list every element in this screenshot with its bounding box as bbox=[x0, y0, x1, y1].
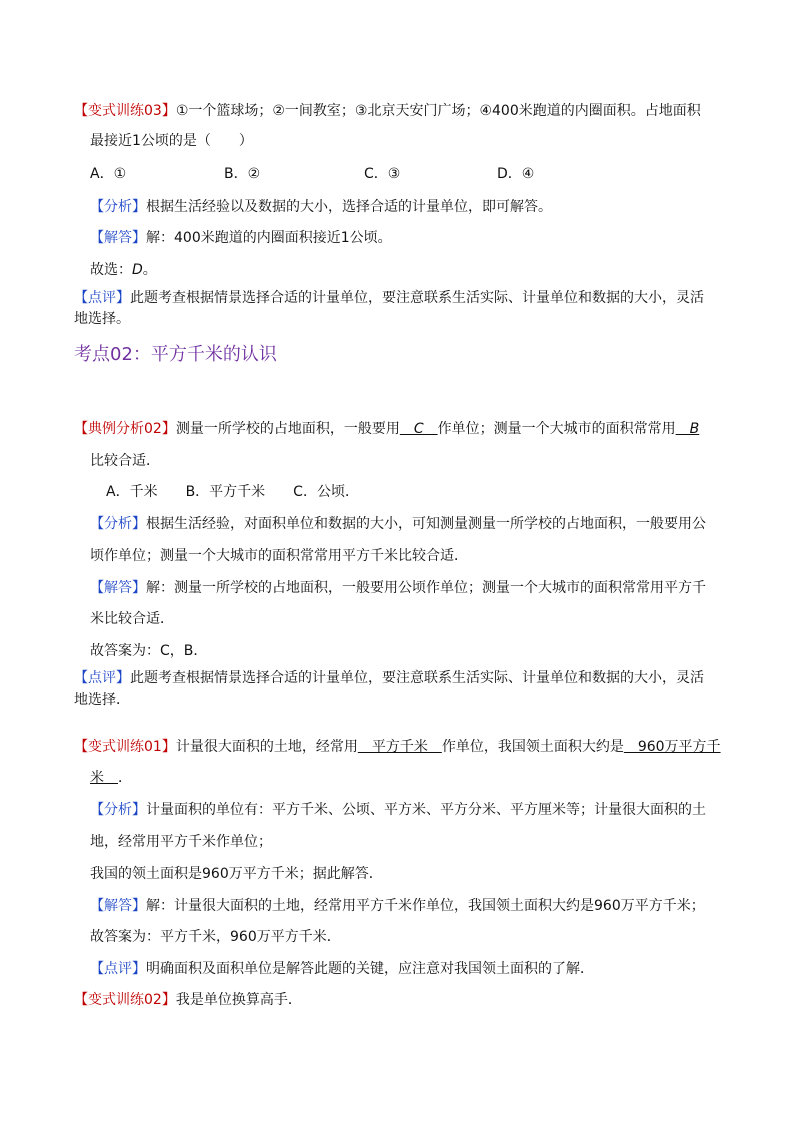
answer-blank-2: B bbox=[675, 421, 700, 437]
comment-tag: 【点评】 bbox=[74, 670, 130, 686]
variant03-answer bbox=[90, 228, 392, 248]
variant03-choice bbox=[90, 260, 157, 280]
example02-answer-line2: 米比较合适． bbox=[90, 611, 174, 627]
question-text-a: 计量很大面积的土地，经常用 bbox=[175, 739, 358, 755]
variant03-option-d: D．④ bbox=[497, 166, 535, 182]
section-title: 考点02：平方千米的认识 bbox=[74, 344, 277, 365]
analysis-text: 计量面积的单位有：平方千米、公顷、平方米、平方分米、平方厘米等；计量很大面积的土 bbox=[146, 802, 706, 818]
answer-blank-2-cont: 米 bbox=[90, 770, 118, 786]
answer-text: 解：400米跑道的内圈面积接近1公顷。 bbox=[146, 230, 392, 246]
variant03-tag: 【变式训练03】 bbox=[74, 103, 176, 119]
answer-text: 解：测量一所学校的占地面积，一般要用公顷作单位；测量一个大城市的面积常常用平方千 bbox=[146, 580, 706, 596]
answer-tag: 【解答】 bbox=[90, 898, 146, 914]
answer-blank-1: 平方千米 bbox=[357, 739, 442, 755]
question-end: ． bbox=[118, 770, 132, 786]
variant01-comment bbox=[90, 959, 594, 979]
example02-analysis-line2: 顷作单位；测量一个大城市的面积常常用平方千米比较合适． bbox=[90, 548, 468, 564]
comment-tag: 【点评】 bbox=[90, 961, 146, 977]
question-text-a: 测量一所学校的占地面积，一般要用 bbox=[175, 421, 400, 437]
variant03-question-line2: 最接近1公顷的是（ ） bbox=[90, 133, 253, 149]
variant01-tag: 【变式训练01】 bbox=[74, 739, 176, 755]
choice-value: D bbox=[132, 262, 143, 278]
example02-tag: 【典例分析02】 bbox=[74, 421, 176, 437]
variant01-question-line2 bbox=[90, 768, 132, 788]
example02-comment-line2: 地选择． bbox=[74, 692, 130, 708]
example02-question-line2: 比较合适． bbox=[90, 453, 160, 469]
variant01-question-line1 bbox=[74, 737, 721, 757]
answer-text: 解：计量很大面积的土地，经常用平方千米作单位，我国领土面积大约是960万平方千米； bbox=[146, 898, 705, 914]
analysis-tag: 【分析】 bbox=[90, 516, 146, 532]
comment-tag: 【点评】 bbox=[74, 290, 130, 306]
variant03-question-line1 bbox=[74, 101, 701, 121]
variant01-analysis-line3: 我国的领土面积是960万平方千米；据此解答． bbox=[90, 866, 383, 882]
answer-blank-1: C bbox=[399, 421, 438, 437]
variant01-answer-line1 bbox=[90, 896, 705, 916]
example02-answer-line1 bbox=[90, 578, 706, 598]
variant03-option-c: C．③ bbox=[364, 166, 401, 182]
variant03-comment-line2: 地选择。 bbox=[74, 311, 130, 327]
example02-question-line1 bbox=[74, 419, 699, 439]
question-text: 我是单位换算高手． bbox=[175, 992, 302, 1008]
analysis-text: 根据生活经验，对面积单位和数据的大小，可知测量测量一所学校的占地面积，一般要用公 bbox=[146, 516, 706, 532]
analysis-tag: 【分析】 bbox=[90, 199, 146, 215]
example02-comment-line1 bbox=[74, 668, 704, 688]
answer-tag: 【解答】 bbox=[90, 580, 146, 596]
answer-tag: 【解答】 bbox=[90, 230, 146, 246]
comment-text: 此题考查根据情景选择合适的计量单位，要注意联系生活实际、计量单位和数据的大小，灵活 bbox=[130, 290, 704, 306]
variant01-answer-line2: 故答案为：平方千米，960万平方千米． bbox=[90, 929, 341, 945]
choice-end: 。 bbox=[142, 262, 157, 278]
variant01-analysis-line1 bbox=[90, 800, 706, 820]
variant02-question bbox=[74, 990, 302, 1010]
question-text-b: 作单位；测量一个大城市的面积常常用 bbox=[437, 421, 676, 437]
example02-options: A．千米 B．平方千米 C．公顷． bbox=[106, 484, 359, 500]
variant03-analysis bbox=[90, 197, 552, 217]
variant01-analysis-line2: 地，经常用平方千米作单位； bbox=[90, 834, 272, 850]
variant03-option-a: A．① bbox=[90, 166, 127, 182]
variant02-tag: 【变式训练02】 bbox=[74, 992, 176, 1008]
example02-analysis-line1 bbox=[90, 514, 706, 534]
analysis-text: 根据生活经验以及数据的大小，选择合适的计量单位，即可解答。 bbox=[146, 199, 552, 215]
comment-text: 明确面积及面积单位是解答此题的关键，应注意对我国领土面积的了解． bbox=[146, 961, 594, 977]
choice-label: 故选： bbox=[90, 262, 132, 278]
question-text-b: 作单位，我国领土面积大约是 bbox=[441, 739, 624, 755]
analysis-tag: 【分析】 bbox=[90, 802, 146, 818]
variant03-question-text: ①一个篮球场；②一间教室；③北京天安门广场；④400米跑道的内圈面积。占地面积 bbox=[175, 103, 701, 119]
comment-text: 此题考查根据情景选择合适的计量单位，要注意联系生活实际、计量单位和数据的大小，灵活 bbox=[130, 670, 704, 686]
example02-answer-final: 故答案为：C，B． bbox=[90, 643, 208, 659]
variant03-option-b: B．② bbox=[224, 166, 261, 182]
answer-blank-2: 960万平方千 bbox=[623, 739, 721, 755]
variant03-comment-line1 bbox=[74, 288, 704, 308]
